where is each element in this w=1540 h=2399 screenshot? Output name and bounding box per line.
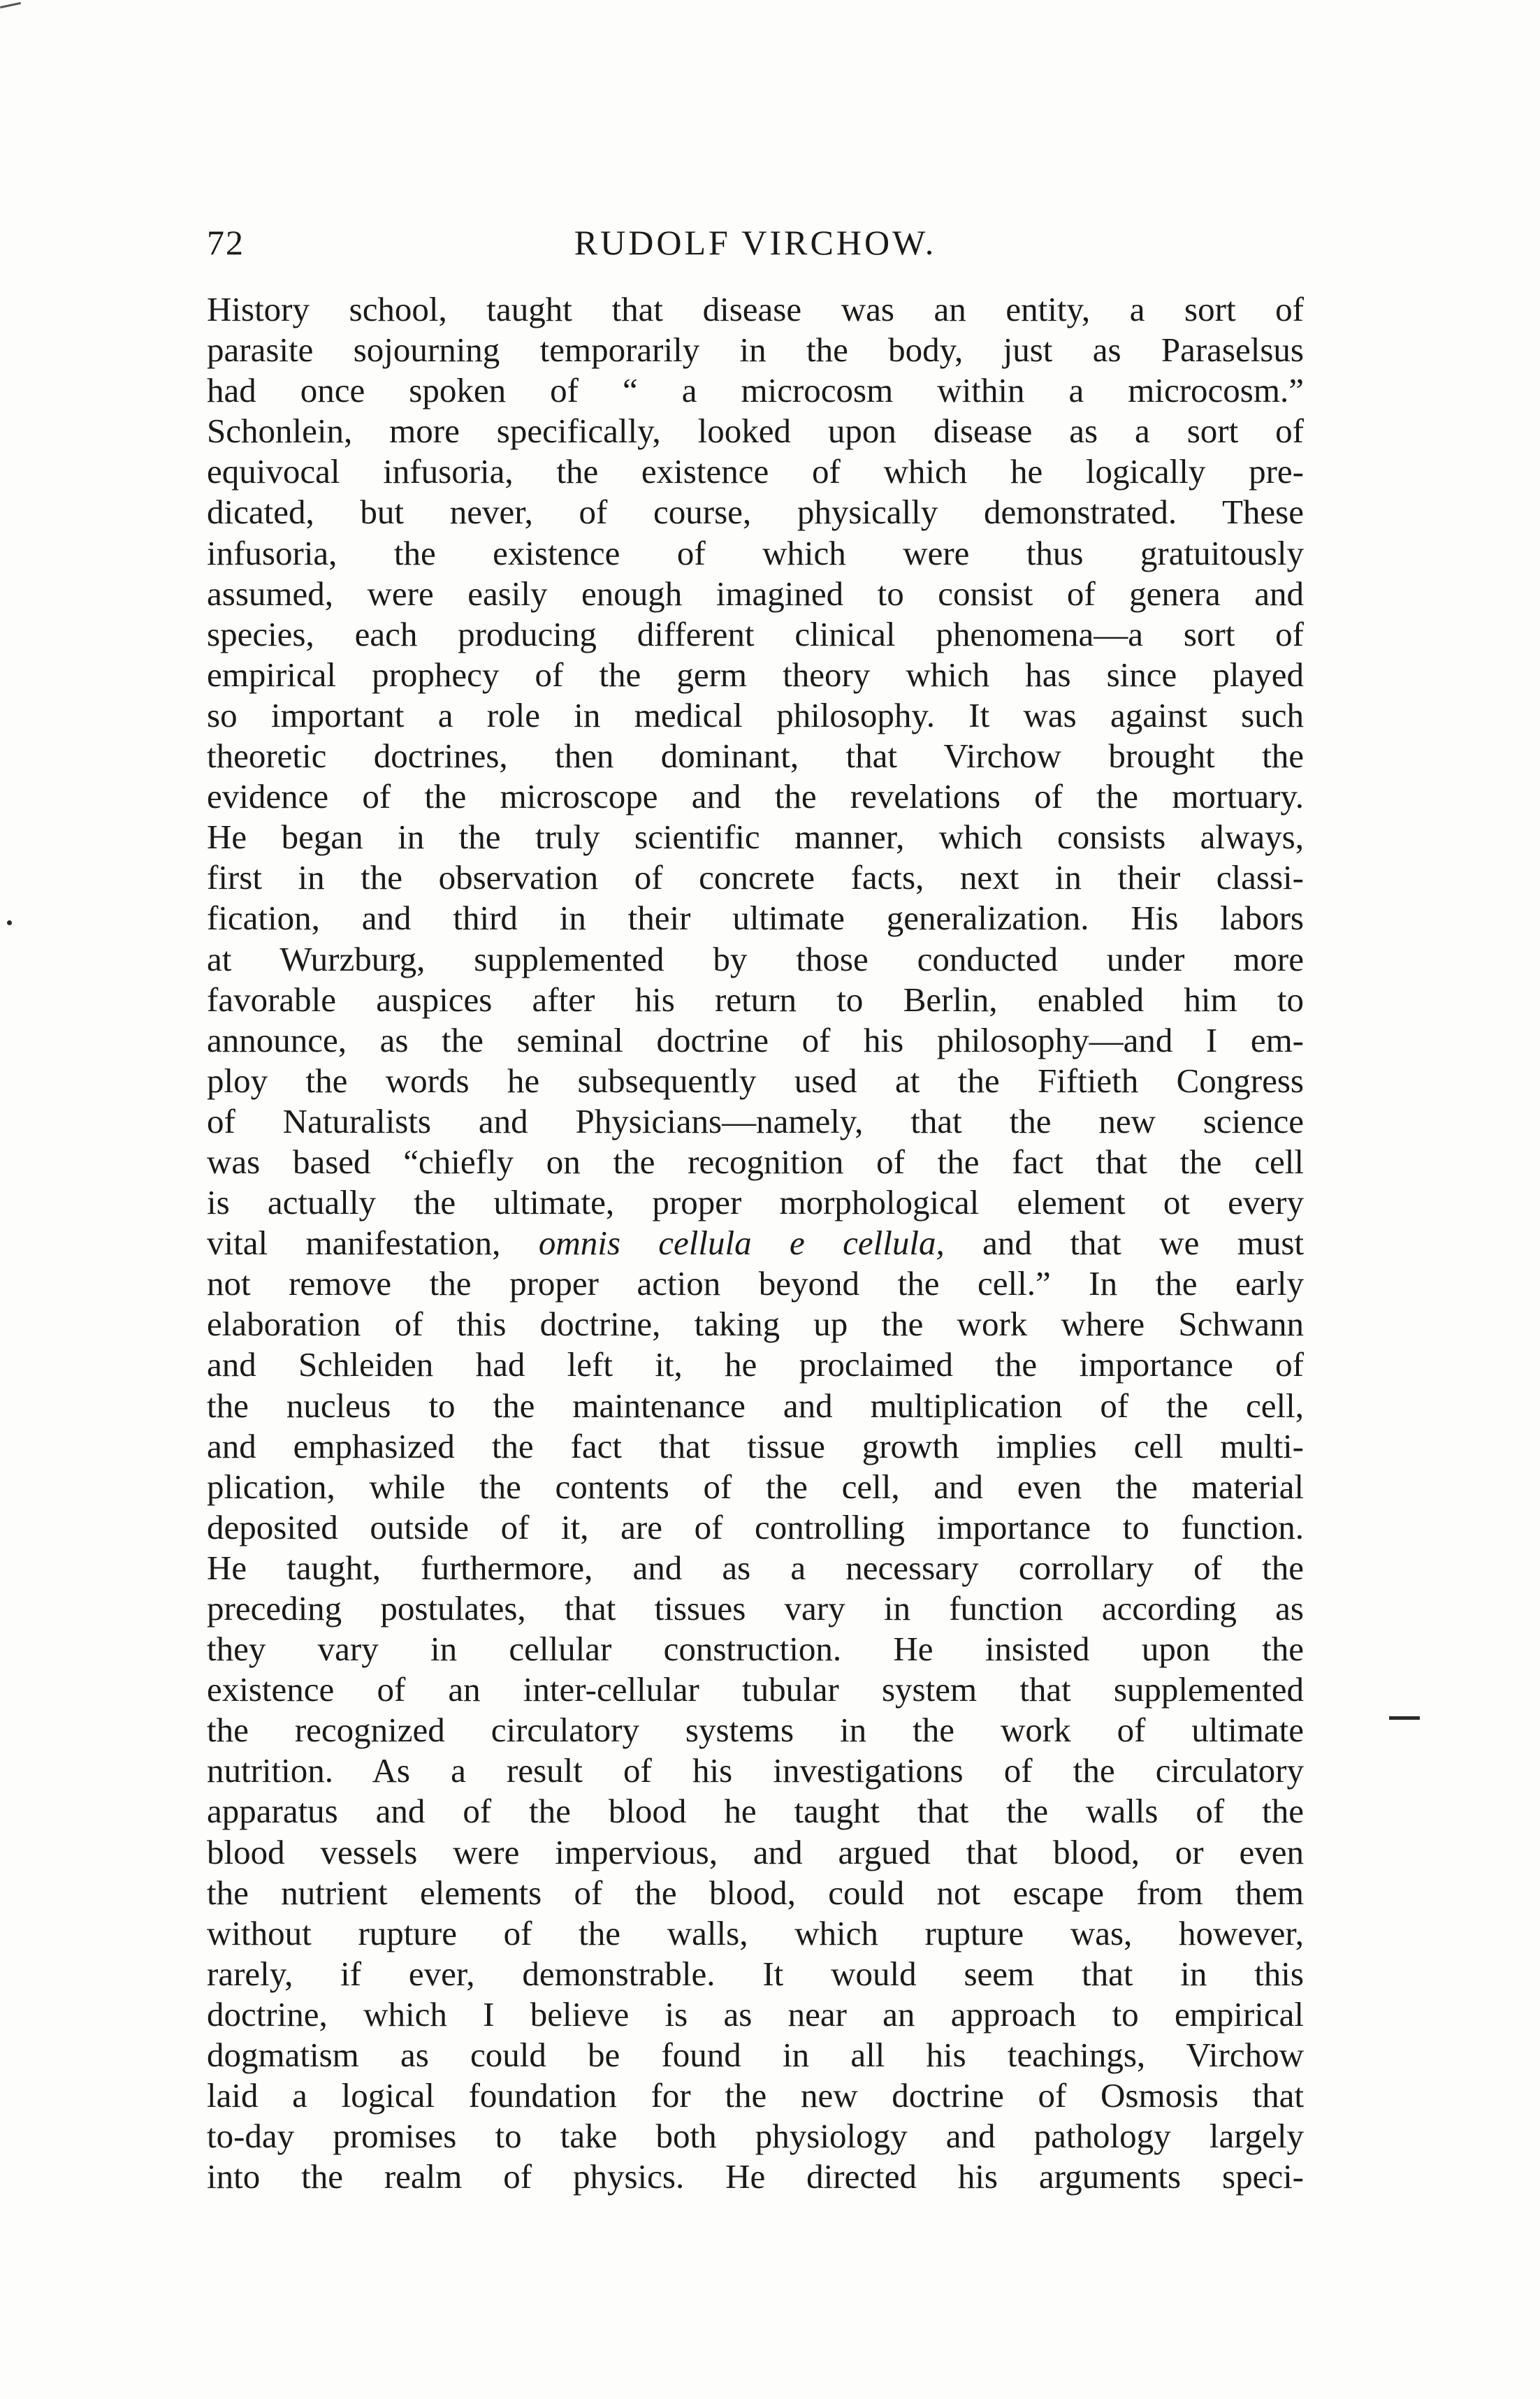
text-line: preceding postulates, that tissues vary in function according as bbox=[207, 1589, 1304, 1628]
text-line: plication, while the contents of the cell, and even the material bbox=[207, 1467, 1304, 1506]
text-line: of Naturalists and Physicians—namely, that the new science bbox=[207, 1101, 1304, 1140]
text-line: was based “chiefly on the recognition of the fact that the cell bbox=[207, 1142, 1304, 1181]
text-line: into the realm of physics. He directed his arguments speci- bbox=[207, 2157, 1304, 2196]
text-line: first in the observation of concrete facts, next in their classi- bbox=[207, 858, 1304, 897]
text-line: announce, as the seminal doctrine of his philosophy—and I em- bbox=[207, 1020, 1304, 1059]
text-line: equivocal infusoria, the existence of which he logically pre- bbox=[207, 452, 1304, 491]
text-line: assumed, were easily enough imagined to consist of genera and bbox=[207, 574, 1304, 613]
text-line: apparatus and of the blood he taught that the walls of the bbox=[207, 1792, 1304, 1831]
text-line: doctrine, which I believe is as near an approach to empirical bbox=[207, 1994, 1304, 2034]
page-number: 72 bbox=[207, 223, 245, 262]
text-line: is actually the ultimate, proper morphological element ot every bbox=[207, 1183, 1304, 1222]
text-run: and that we must bbox=[944, 1224, 1305, 1263]
text-line: so important a role in medical philosophy. It was against such bbox=[207, 695, 1304, 734]
text-line: History school, taught that disease was an entity, a sort of bbox=[207, 290, 1304, 328]
text-line: elaboration of this doctrine, taking up the work where Schwann bbox=[207, 1305, 1304, 1344]
text-line: blood vessels were impervious, and argued that blood, or even bbox=[207, 1832, 1304, 1871]
text-line: the recognized circulatory systems in the work of ultimate bbox=[207, 1711, 1304, 1750]
running-title: RUDOLF VIRCHOW. bbox=[574, 223, 937, 262]
text-line: He taught, furthermore, and as a necessary corrollary of the bbox=[207, 1548, 1304, 1587]
latin-phrase: omnis cellula e cellula, bbox=[538, 1224, 945, 1263]
margin-dash-mark bbox=[1389, 1716, 1420, 1720]
text-line: without rupture of the walls, which rupture was, however, bbox=[207, 1913, 1304, 1952]
body-text bbox=[207, 289, 1304, 2197]
margin-dot-mark bbox=[7, 920, 12, 925]
text-line: dogmatism as could be found in all his teachings, Virchow bbox=[207, 2036, 1304, 2075]
text-line: not remove the proper action beyond the cell.” In the early bbox=[207, 1264, 1304, 1303]
text-line: favorable auspices after his return to Berlin, enabled him to bbox=[207, 980, 1304, 1019]
text-run: vital manifestation, bbox=[207, 1224, 539, 1263]
text-line: nutrition. As a result of his investigations of the circulatory bbox=[207, 1751, 1304, 1790]
text-line: He began in the truly scientific manner, which consists always, bbox=[207, 818, 1304, 857]
text-line: empirical prophecy of the germ theory which has since played bbox=[207, 655, 1304, 694]
text-line: deposited outside of it, are of controlling importance to function. bbox=[207, 1507, 1304, 1546]
text-line: ploy the words he subsequently used at the Fiftieth Congress bbox=[207, 1061, 1304, 1100]
text-line: and Schleiden had left it, he proclaimed the importance of bbox=[207, 1345, 1304, 1384]
text-line: fication, and third in their ultimate generalization. His labors bbox=[207, 899, 1304, 938]
text-line: existence of an inter-cellular tubular system that supplemented bbox=[207, 1670, 1304, 1709]
text-line: rarely, if ever, demonstrable. It would seem that in this bbox=[207, 1954, 1304, 1993]
text-line: Schonlein, more specifically, looked upon disease as a sort of bbox=[207, 412, 1304, 451]
text-line: they vary in cellular construction. He insisted upon the bbox=[207, 1630, 1304, 1669]
running-head bbox=[207, 222, 1304, 267]
text-line: species, each producing different clinical phenomena—a sort of bbox=[207, 614, 1304, 653]
text-line bbox=[207, 1223, 1304, 1263]
text-line: dicated, but never, of course, physically demonstrated. These bbox=[207, 493, 1304, 532]
text-line: the nutrient elements of the blood, could not escape from them bbox=[207, 1873, 1304, 1912]
corner-mark bbox=[0, 2, 21, 8]
text-line: the nucleus to the maintenance and multiplication of the cell, bbox=[207, 1386, 1304, 1425]
text-line: theoretic doctrines, then dominant, that Virchow brought the bbox=[207, 737, 1304, 776]
text-line: laid a logical foundation for the new doctrine of Osmosis that bbox=[207, 2076, 1304, 2115]
text-line: parasite sojourning temporarily in the body, just as Paraselsus bbox=[207, 331, 1304, 370]
text-line: infusoria, the existence of which were thus gratuitously bbox=[207, 533, 1304, 572]
text-line: had once spoken of “ a microcosm within a microcosm.” bbox=[207, 371, 1304, 410]
text-line: to-day promises to take both physiology and pathology largely bbox=[207, 2117, 1304, 2156]
text-line: and emphasized the fact that tissue growth implies cell multi- bbox=[207, 1426, 1304, 1465]
text-line: at Wurzburg, supplemented by those conducted under more bbox=[207, 939, 1304, 978]
text-line: evidence of the microscope and the revelations of the mortuary. bbox=[207, 777, 1304, 816]
